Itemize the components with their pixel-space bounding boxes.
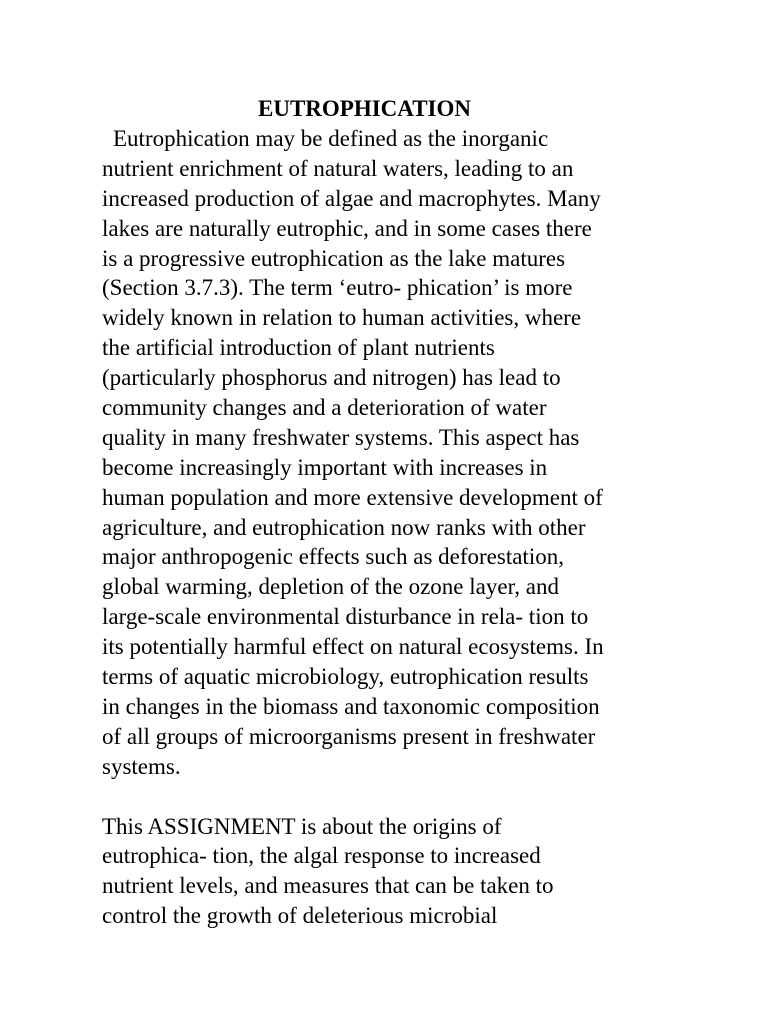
paragraph-line: become increasingly important with increases in (102, 454, 548, 480)
paragraph-line: widely known in relation to human activities, where (102, 305, 582, 331)
paragraph-line: community changes and a deterioration of water (102, 395, 547, 421)
paragraph-1 (102, 124, 662, 782)
paragraph-line: agriculture, and eutrophication now ranks with other (102, 514, 586, 540)
paragraph-line: (Section 3.7.3). The term ‘eutro- phication’ is more (102, 275, 573, 301)
paragraph-line: (particularly phosphorus and nitrogen) has lead to (102, 365, 561, 391)
paragraph-line: This ASSIGNMENT is about the origins of (102, 813, 502, 839)
paragraph-line: Eutrophication may be defined as the inorganic (113, 126, 549, 151)
paragraph-line: in changes in the biomass and taxonomic composition (102, 693, 600, 719)
paragraph-line: increased production of algae and macrophytes. Many (102, 185, 601, 211)
paragraph-line: quality in many freshwater systems. This aspect has (102, 424, 580, 450)
document-body (102, 94, 662, 931)
paragraph-spacer (102, 782, 662, 812)
paragraph-line: is a progressive eutrophication as the lake matures (102, 245, 566, 271)
paragraph-2 (102, 812, 662, 932)
paragraph-line: global warming, depletion of the ozone layer, and (102, 574, 560, 600)
paragraph-line: large-scale environmental disturbance in rela- tion to (102, 604, 589, 630)
paragraph-line: its potentially harmful effect on natural ecosystems. In (102, 634, 604, 660)
paragraph-line: control the growth of deleterious microbial (102, 903, 498, 929)
paragraph-line: human population and more extensive development of (102, 484, 603, 510)
paragraph-line: systems. (102, 753, 181, 779)
paragraph-line: terms of aquatic microbiology, eutrophication results (102, 664, 589, 690)
paragraph-line: the artificial introduction of plant nutrients (102, 335, 495, 361)
paragraph-line: lakes are naturally eutrophic, and in some cases there (102, 215, 592, 241)
paragraph-line: major anthropogenic effects such as deforestation, (102, 544, 564, 570)
paragraph-line: of all groups of microorganisms present in freshwater (102, 723, 596, 749)
paragraph-line: nutrient enrichment of natural waters, leading to an (102, 155, 574, 181)
document-title: EUTROPHICATION (258, 96, 471, 121)
paragraph-line: eutrophica- tion, the algal response to increased (102, 843, 541, 869)
paragraph-line: nutrient levels, and measures that can be taken to (102, 873, 554, 899)
